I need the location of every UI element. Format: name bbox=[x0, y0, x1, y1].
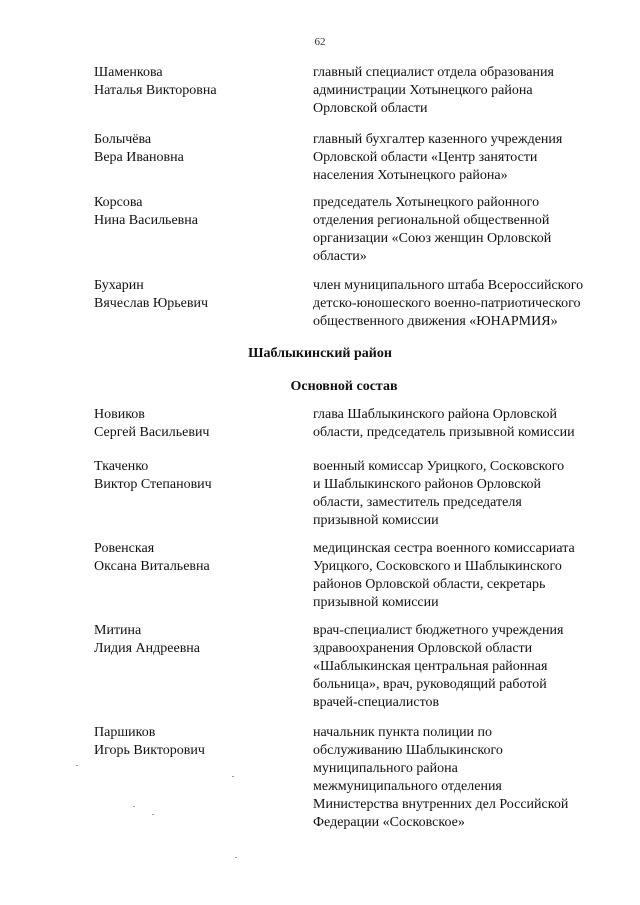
scan-speck bbox=[235, 857, 237, 858]
role-line: обслуживанию Шаблыкинского bbox=[313, 743, 503, 758]
role-line: медицинская сестра военного комиссариата bbox=[313, 541, 575, 556]
member-name bbox=[94, 406, 304, 442]
page-number: 62 bbox=[314, 36, 326, 48]
member-surname: Корсова bbox=[94, 195, 143, 210]
member-role bbox=[313, 194, 618, 266]
role-line: области, заместитель председателя bbox=[313, 495, 522, 510]
member-role bbox=[313, 131, 618, 185]
member-given-names: Сергей Васильевич bbox=[94, 425, 210, 440]
member-role bbox=[313, 724, 618, 832]
role-line: член муниципального штаба Всероссийского bbox=[313, 278, 584, 293]
role-line: администрации Хотынецкого района bbox=[313, 83, 533, 98]
role-line: начальник пункта полиции по bbox=[313, 725, 493, 740]
role-line: военный комиссар Урицкого, Сосковского bbox=[313, 459, 565, 474]
member-given-names: Вера Ивановна bbox=[94, 150, 184, 165]
role-line: Урицкого, Сосковского и Шаблыкинского bbox=[313, 559, 562, 574]
role-line: «Шаблыкинская центральная районная bbox=[313, 659, 548, 674]
member-surname: Митина bbox=[94, 623, 142, 638]
role-line: врач-специалист бюджетного учреждения bbox=[313, 623, 564, 638]
member-given-names: Вячеслав Юрьевич bbox=[94, 296, 209, 311]
member-surname: Шаменкова bbox=[94, 65, 163, 80]
role-line: Федерации «Сосковское» bbox=[313, 815, 465, 830]
role-line: Министерства внутренних дел Российской bbox=[313, 797, 569, 812]
scan-speck bbox=[152, 814, 154, 815]
member-role bbox=[313, 540, 618, 612]
member-given-names: Нина Васильевна bbox=[94, 213, 198, 228]
member-role bbox=[313, 64, 618, 118]
member-role bbox=[313, 277, 618, 331]
role-line: главный бухгалтер казенного учреждения bbox=[313, 132, 563, 147]
member-name bbox=[94, 277, 304, 313]
member-name bbox=[94, 64, 304, 100]
role-line: и Шаблыкинского районов Орловской bbox=[313, 477, 542, 492]
role-line: организации «Союз женщин Орловской bbox=[313, 231, 552, 246]
member-name bbox=[94, 622, 304, 658]
role-line: области» bbox=[313, 249, 367, 264]
role-line: отделения региональной общественной bbox=[313, 213, 550, 228]
member-given-names: Лидия Андреевна bbox=[94, 641, 201, 656]
member-role bbox=[313, 622, 618, 712]
member-name bbox=[94, 458, 304, 494]
scan-speck bbox=[232, 776, 234, 777]
role-line: главный специалист отдела образования bbox=[313, 65, 554, 80]
role-line: межмуниципального отделения bbox=[313, 779, 502, 794]
role-line: общественного движения «ЮНАРМИЯ» bbox=[313, 314, 558, 329]
role-line: населения Хотынецкого района» bbox=[313, 168, 508, 183]
role-line: здравоохранения Орловской области bbox=[313, 641, 533, 656]
member-name bbox=[94, 540, 304, 576]
scan-speck bbox=[76, 765, 78, 766]
section-subtitle: Основной состав bbox=[290, 379, 398, 394]
role-line: больница», врач, руководящий работой bbox=[313, 677, 547, 692]
member-surname: Ровенская bbox=[94, 541, 155, 556]
member-surname: Новиков bbox=[94, 407, 145, 422]
role-line: Орловской области bbox=[313, 101, 428, 116]
member-role bbox=[313, 406, 618, 442]
role-line: детско-юношеского военно-патриотического bbox=[313, 296, 581, 311]
role-line: врачей-специалистов bbox=[313, 695, 440, 710]
member-name bbox=[94, 131, 304, 167]
member-given-names: Игорь Викторович bbox=[94, 743, 205, 758]
role-line: Орловской области «Центр занятости bbox=[313, 150, 538, 165]
role-line: председатель Хотынецкого районного bbox=[313, 195, 540, 210]
member-role bbox=[313, 458, 618, 530]
role-line: муниципального района bbox=[313, 761, 458, 776]
member-surname: Болычёва bbox=[94, 132, 152, 147]
section-title: Шаблыкинский район bbox=[248, 346, 392, 361]
member-surname: Бухарин bbox=[94, 278, 144, 293]
role-line: глава Шаблыкинского района Орловской bbox=[313, 407, 558, 422]
member-surname: Ткаченко bbox=[94, 459, 149, 474]
member-given-names: Наталья Викторовна bbox=[94, 83, 217, 98]
role-line: призывной комиссии bbox=[313, 595, 439, 610]
member-name bbox=[94, 194, 304, 230]
role-line: районов Орловской области, секретарь bbox=[313, 577, 546, 592]
member-name bbox=[94, 724, 304, 760]
member-given-names: Виктор Степанович bbox=[94, 477, 212, 492]
role-line: области, председатель призывной комиссии bbox=[313, 425, 575, 440]
member-given-names: Оксана Витальевна bbox=[94, 559, 210, 574]
scan-speck bbox=[133, 806, 135, 807]
role-line: призывной комиссии bbox=[313, 513, 439, 528]
member-surname: Паршиков bbox=[94, 725, 156, 740]
